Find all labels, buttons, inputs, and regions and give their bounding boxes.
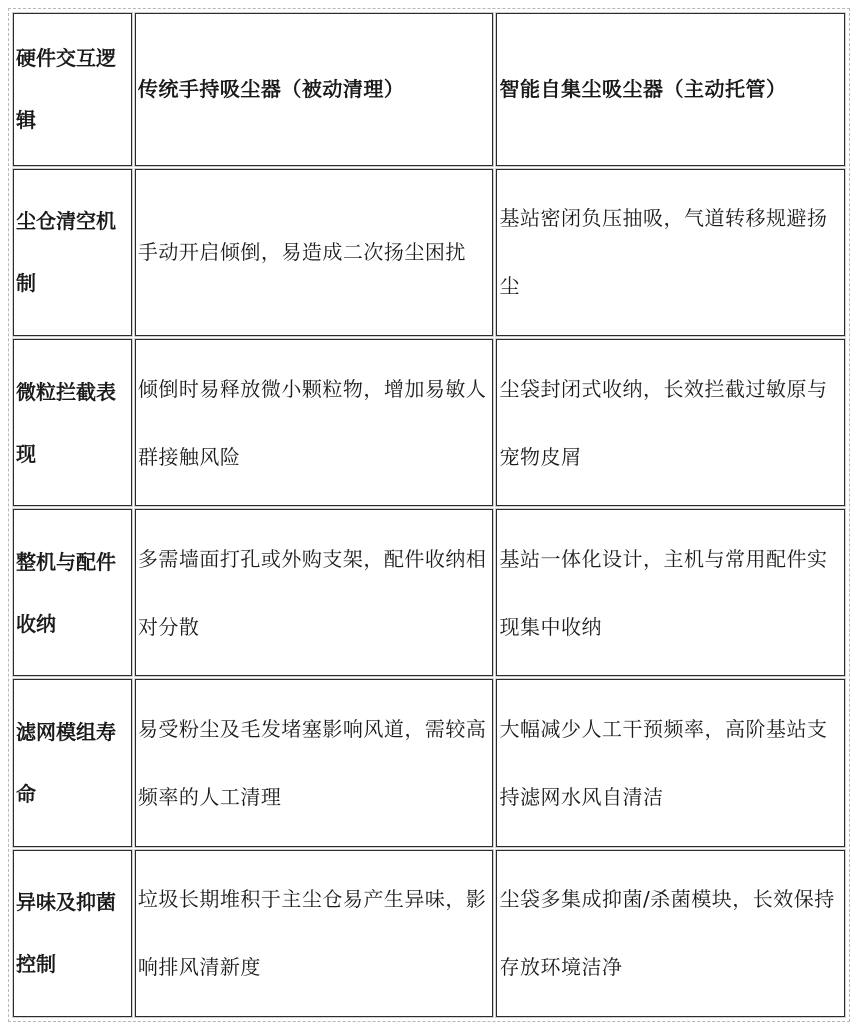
smart-cell: 大幅减少人工干预频率，高阶基站支持滤网水风自清洁 <box>496 679 845 846</box>
table-row <box>13 169 845 336</box>
header-cell-logic: 硬件交互逻辑 <box>13 13 132 166</box>
row-label: 尘仓清空机制 <box>13 169 132 336</box>
table-header-row <box>13 13 845 166</box>
header-cell-traditional: 传统手持吸尘器（被动清理） <box>135 13 494 166</box>
row-label: 异味及抑菌控制 <box>13 850 132 1017</box>
traditional-cell: 易受粉尘及毛发堵塞影响风道，需较高频率的人工清理 <box>135 679 494 846</box>
table-row <box>13 339 845 506</box>
table-row <box>13 850 845 1017</box>
table-row <box>13 679 845 846</box>
traditional-cell: 垃圾长期堆积于主尘仓易产生异味，影响排风清新度 <box>135 850 494 1017</box>
smart-cell: 基站一体化设计，主机与常用配件实现集中收纳 <box>496 509 845 676</box>
traditional-cell: 多需墙面打孔或外购支架，配件收纳相对分散 <box>135 509 494 676</box>
traditional-cell: 倾倒时易释放微小颗粒物，增加易敏人群接触风险 <box>135 339 494 506</box>
row-label: 滤网模组寿命 <box>13 679 132 846</box>
smart-cell: 尘袋封闭式收纳，长效拦截过敏原与宠物皮屑 <box>496 339 845 506</box>
comparison-table <box>10 10 848 1020</box>
smart-cell: 尘袋多集成抑菌/杀菌模块，长效保持存放环境洁净 <box>496 850 845 1017</box>
header-cell-smart: 智能自集尘吸尘器（主动托管） <box>496 13 845 166</box>
smart-cell: 基站密闭负压抽吸，气道转移规避扬尘 <box>496 169 845 336</box>
row-label: 微粒拦截表现 <box>13 339 132 506</box>
row-label: 整机与配件收纳 <box>13 509 132 676</box>
traditional-cell: 手动开启倾倒，易造成二次扬尘困扰 <box>135 169 494 336</box>
table-row <box>13 509 845 676</box>
